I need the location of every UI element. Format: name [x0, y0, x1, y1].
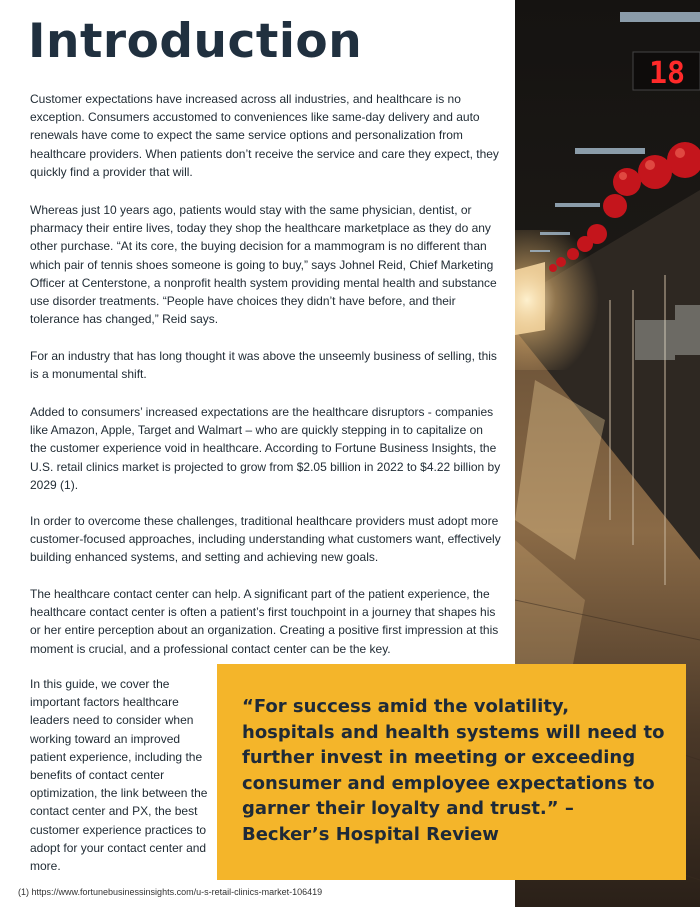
intro-paragraph-3: For an industry that has long thought it was above the unseemly business of selling, this is a monumental shift. — [30, 349, 497, 382]
pull-quote-box — [217, 664, 686, 880]
pull-quote-text: “For success amid the volatility, hospitals and health systems will need to further invest in meeting or exceeding consumer and employee expectations to garner their loyalty and trust.” – Becker’s Hospital Review — [242, 696, 665, 845]
intro-paragraph-5: In order to overcome these challenges, traditional healthcare providers must adopt more customer-focused approaches, including understanding what customers want, effectively building enhanced systems, and setting and achieving new goals. — [30, 514, 501, 565]
intro-paragraph-7: In this guide, we cover the important factors healthcare leaders need to consider when working toward an improved patient experience, including the benefits of contact center optimization, the link between the contact center and PX, the best customer experience practices to adopt for your contact center and more. — [30, 677, 208, 874]
intro-paragraph-2: Whereas just 10 years ago, patients would stay with the same physician, dentist, or pharmacy their entire lives, today they shop the healthcare marketplace as they do any other purchase. “At its core, the buying decision for a mammogram is no different than which pair of tennis shoes someone is going to buy,” says Johnel Reid, Chief Marketing Officer at Centerstone, a nonprofit health system providing mental health and substance use disorder treatments. “People have choices they didn’t have before, and their tolerance has changed,” Reid says. — [30, 203, 497, 327]
intro-paragraph-4: Added to consumers’ increased expectations are the healthcare disruptors - companies like Amazon, Apple, Target and Walmart – who are quickly stepping in to capitalize on the customer experience void in healthcare. According to Fortune Business Insights, the U.S. retail clinics market is projected to grow from $2.05 billion in 2022 to $4.22 billion by 2029 (1). — [30, 405, 501, 492]
intro-paragraph-6: The healthcare contact center can help. A significant part of the patient experience, the healthcare contact center is often a patient’s first touchpoint in a journey that shapes his or her entire perception about an organization. Creating a positive first impression at this moment is crucial, and a professional contact center can be the key. — [30, 587, 499, 656]
intro-paragraph-1: Customer expectations have increased across all industries, and healthcare is no exception. Consumers accustomed to conveniences like same-day delivery and auto renewals have come to expect the same service options and personalization from healthcare providers. When patients don’t receive the service and care they expect, they quickly find a provider that will. — [30, 92, 499, 179]
page-title: Introduction — [28, 14, 363, 69]
clock-display: 18 — [648, 56, 686, 91]
footnote: (1) https://www.fortunebusinessinsights.com/u-s-retail-clinics-market-106419 — [18, 887, 323, 897]
